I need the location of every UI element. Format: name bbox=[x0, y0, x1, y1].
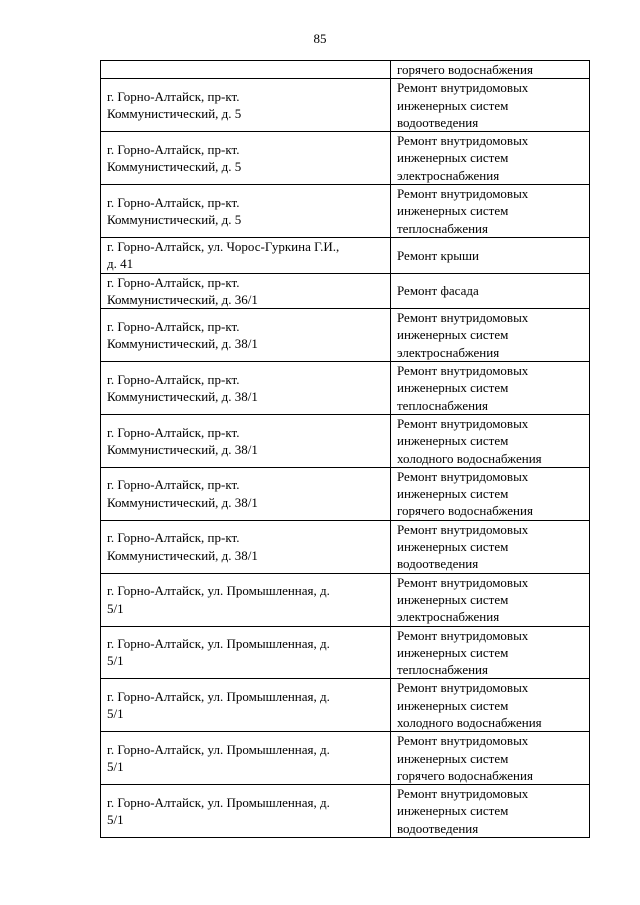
work-line: Ремонт внутридомовых bbox=[397, 680, 529, 696]
address-line: г. Горно-Алтайск, пр-кт. bbox=[107, 318, 240, 334]
address-line: г. Горно-Алтайск, пр-кт. bbox=[107, 371, 240, 387]
address-line: 5/1 bbox=[107, 812, 124, 828]
address-line: г. Горно-Алтайск, ул. Чорос-Гуркина Г.И., bbox=[107, 238, 340, 254]
work-cell bbox=[391, 273, 590, 309]
address-line: 5/1 bbox=[107, 706, 124, 722]
address-cell bbox=[101, 679, 391, 732]
work-cell bbox=[391, 362, 590, 415]
address-cell bbox=[101, 520, 391, 573]
table-row bbox=[101, 414, 590, 467]
work-line: Ремонт внутридомовых bbox=[397, 521, 529, 537]
work-cell bbox=[391, 520, 590, 573]
work-line: горячего водоснабжения bbox=[397, 503, 533, 519]
work-line: инженерных систем bbox=[397, 327, 509, 343]
work-line: электроснабжения bbox=[397, 609, 500, 625]
address-line: г. Горно-Алтайск, пр-кт. bbox=[107, 141, 240, 157]
address-line: г. Горно-Алтайск, ул. Промышленная, д. bbox=[107, 583, 330, 599]
work-line: инженерных систем bbox=[397, 433, 509, 449]
work-line: инженерных систем bbox=[397, 697, 509, 713]
table-row bbox=[101, 467, 590, 520]
work-line: Ремонт внутридомовых bbox=[397, 415, 529, 431]
work-line: Ремонт внутридомовых bbox=[397, 786, 529, 802]
work-line: теплоснабжения bbox=[397, 397, 488, 413]
table-row bbox=[101, 626, 590, 679]
address-line: г. Горно-Алтайск, ул. Промышленная, д. bbox=[107, 794, 330, 810]
work-line: Ремонт внутридомовых bbox=[397, 186, 529, 202]
address-line: г. Горно-Алтайск, ул. Промышленная, д. bbox=[107, 636, 330, 652]
address-line: Коммунистический, д. 38/1 bbox=[107, 547, 258, 563]
work-line: инженерных систем bbox=[397, 803, 509, 819]
address-cell bbox=[101, 309, 391, 362]
table-row bbox=[101, 79, 590, 132]
work-line: инженерных систем bbox=[397, 150, 509, 166]
address-line: 5/1 bbox=[107, 759, 124, 775]
address-line: Коммунистический, д. 38/1 bbox=[107, 388, 258, 404]
work-line: инженерных систем bbox=[397, 203, 509, 219]
work-line: Ремонт внутридомовых bbox=[397, 310, 529, 326]
work-cell bbox=[391, 573, 590, 626]
address-line: 5/1 bbox=[107, 653, 124, 669]
work-line: водоотведения bbox=[397, 114, 479, 130]
address-line: Коммунистический, д. 36/1 bbox=[107, 291, 258, 307]
table-row bbox=[101, 185, 590, 238]
work-line: Ремонт внутридомовых bbox=[397, 468, 529, 484]
address-cell bbox=[101, 132, 391, 185]
work-line: Ремонт внутридомовых bbox=[397, 733, 529, 749]
address-line: Коммунистический, д. 5 bbox=[107, 159, 242, 175]
address-cell bbox=[101, 61, 391, 79]
work-cell bbox=[391, 79, 590, 132]
work-line: инженерных систем bbox=[397, 486, 509, 502]
table-row bbox=[101, 732, 590, 785]
table-row bbox=[101, 520, 590, 573]
address-line: г. Горно-Алтайск, пр-кт. bbox=[107, 194, 240, 210]
table-row bbox=[101, 573, 590, 626]
work-line: электроснабжения bbox=[397, 167, 500, 183]
work-cell bbox=[391, 309, 590, 362]
address-line: г. Горно-Алтайск, пр-кт. bbox=[107, 477, 240, 493]
work-cell bbox=[391, 132, 590, 185]
address-line: Коммунистический, д. 5 bbox=[107, 106, 242, 122]
address-cell bbox=[101, 732, 391, 785]
work-cell bbox=[391, 61, 590, 79]
address-cell bbox=[101, 414, 391, 467]
work-cell bbox=[391, 679, 590, 732]
work-line: холодного водоснабжения bbox=[397, 450, 542, 466]
work-line: электроснабжения bbox=[397, 344, 500, 360]
table-row bbox=[101, 785, 590, 838]
table-row bbox=[101, 237, 590, 273]
work-line: инженерных систем bbox=[397, 539, 509, 555]
address-line: г. Горно-Алтайск, ул. Промышленная, д. bbox=[107, 689, 330, 705]
work-cell bbox=[391, 185, 590, 238]
work-line: Ремонт фасада bbox=[397, 283, 479, 299]
address-line: г. Горно-Алтайск, ул. Промышленная, д. bbox=[107, 741, 330, 757]
address-cell bbox=[101, 362, 391, 415]
page-number: 85 bbox=[313, 31, 327, 46]
work-cell bbox=[391, 732, 590, 785]
work-cell bbox=[391, 237, 590, 273]
address-cell bbox=[101, 185, 391, 238]
work-line: теплоснабжения bbox=[397, 662, 488, 678]
work-cell bbox=[391, 414, 590, 467]
work-line: инженерных систем bbox=[397, 380, 509, 396]
work-cell bbox=[391, 785, 590, 838]
address-cell bbox=[101, 626, 391, 679]
table-row bbox=[101, 132, 590, 185]
work-line: инженерных систем bbox=[397, 750, 509, 766]
work-cell bbox=[391, 467, 590, 520]
work-line: Ремонт внутридомовых bbox=[397, 80, 529, 96]
address-line: 5/1 bbox=[107, 600, 124, 616]
address-cell bbox=[101, 573, 391, 626]
work-line: Ремонт внутридомовых bbox=[397, 133, 529, 149]
address-line: г. Горно-Алтайск, пр-кт. bbox=[107, 274, 240, 290]
address-cell bbox=[101, 785, 391, 838]
address-line: д. 41 bbox=[107, 256, 134, 272]
address-cell bbox=[101, 79, 391, 132]
work-line: холодного водоснабжения bbox=[397, 714, 542, 730]
address-line: г. Горно-Алтайск, пр-кт. bbox=[107, 424, 240, 440]
repair-table bbox=[100, 60, 590, 838]
work-line: горячего водоснабжения bbox=[397, 62, 533, 77]
address-line: г. Горно-Алтайск, пр-кт. bbox=[107, 88, 240, 104]
work-line: Ремонт крыши bbox=[397, 247, 479, 263]
work-line: Ремонт внутридомовых bbox=[397, 363, 529, 379]
work-line: горячего водоснабжения bbox=[397, 767, 533, 783]
address-line: г. Горно-Алтайск, пр-кт. bbox=[107, 530, 240, 546]
work-line: инженерных систем bbox=[397, 591, 509, 607]
address-line: Коммунистический, д. 38/1 bbox=[107, 441, 258, 457]
work-line: водоотведения bbox=[397, 820, 479, 836]
address-cell bbox=[101, 273, 391, 309]
work-line: инженерных систем bbox=[397, 644, 509, 660]
table-row bbox=[101, 61, 590, 79]
repair-table-body bbox=[101, 61, 590, 838]
table-row bbox=[101, 273, 590, 309]
address-line: Коммунистический, д. 5 bbox=[107, 212, 242, 228]
work-line: теплоснабжения bbox=[397, 220, 488, 236]
table-row bbox=[101, 362, 590, 415]
work-line: Ремонт внутридомовых bbox=[397, 574, 529, 590]
work-line: водоотведения bbox=[397, 556, 479, 572]
table-row bbox=[101, 309, 590, 362]
table-row bbox=[101, 679, 590, 732]
work-cell bbox=[391, 626, 590, 679]
address-cell bbox=[101, 237, 391, 273]
address-line: Коммунистический, д. 38/1 bbox=[107, 494, 258, 510]
address-line: Коммунистический, д. 38/1 bbox=[107, 336, 258, 352]
address-cell bbox=[101, 467, 391, 520]
work-line: инженерных систем bbox=[397, 97, 509, 113]
work-line: Ремонт внутридомовых bbox=[397, 627, 529, 643]
